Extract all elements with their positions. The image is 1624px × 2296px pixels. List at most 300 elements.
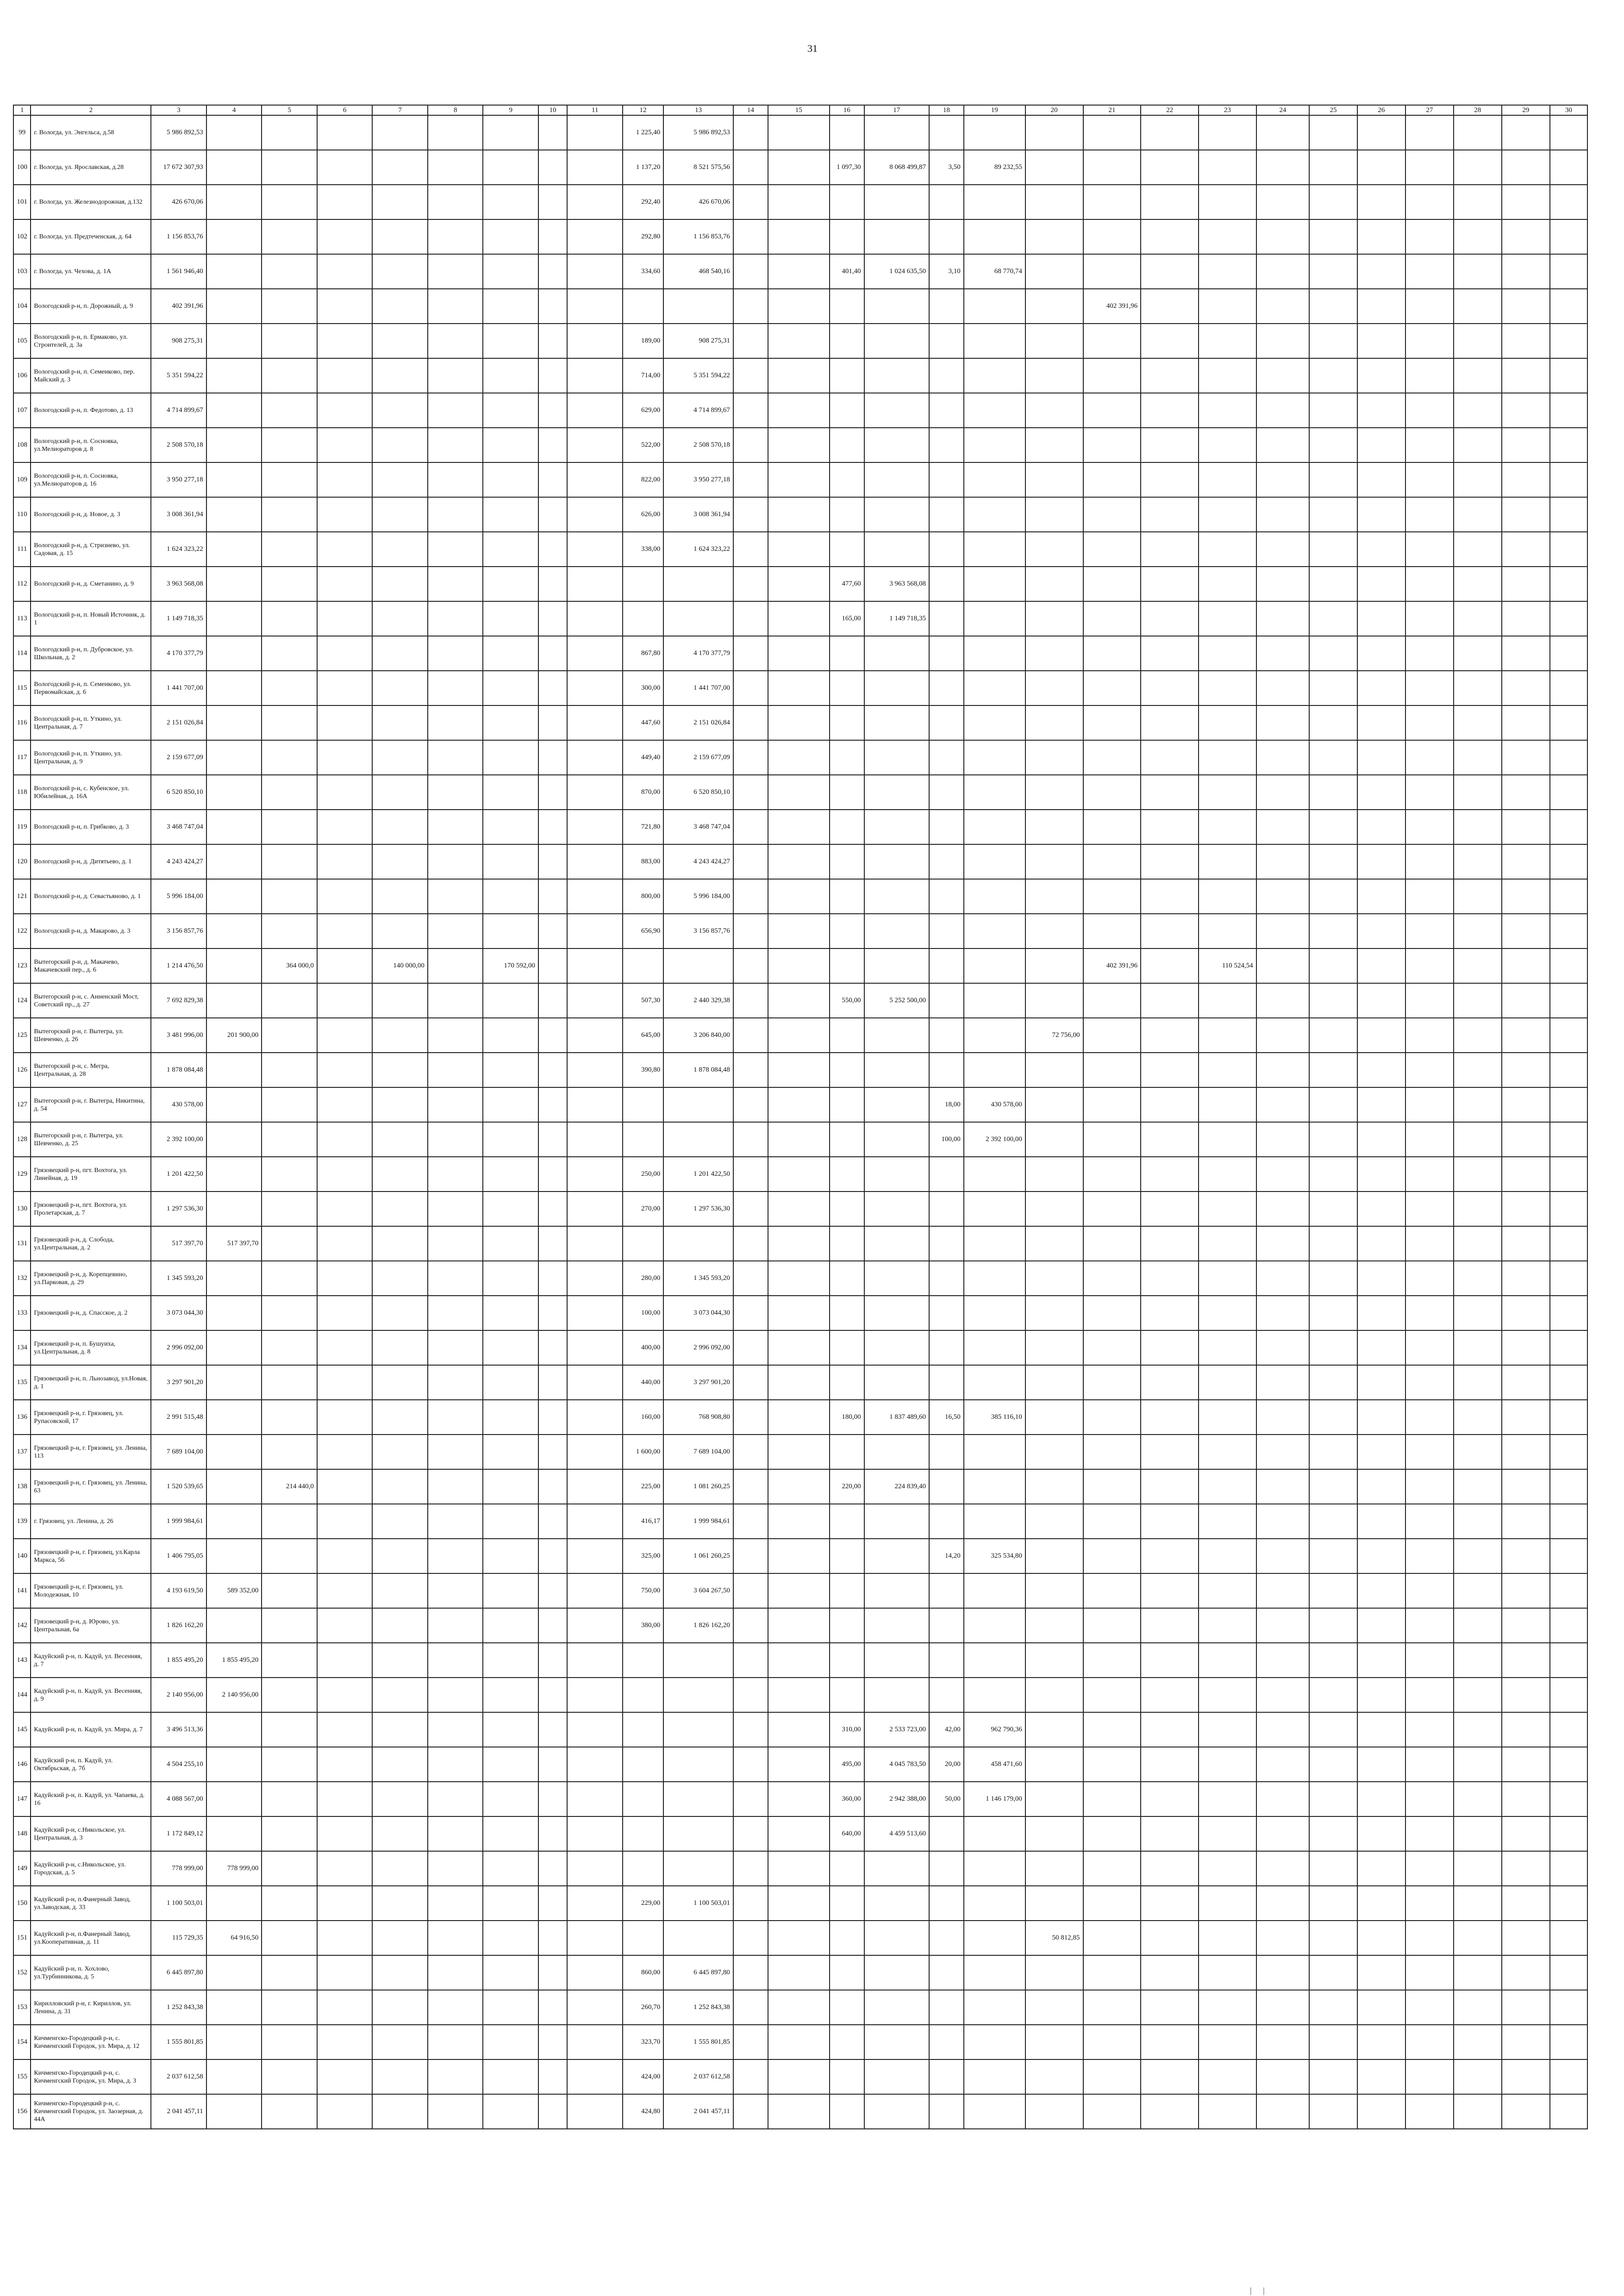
value-cell bbox=[964, 358, 1025, 393]
value-cell bbox=[864, 2059, 929, 2094]
value-cell bbox=[864, 1573, 929, 1608]
value-cell bbox=[1550, 705, 1587, 740]
value-cell bbox=[428, 393, 483, 428]
value-cell: 430 578,00 bbox=[151, 1087, 206, 1122]
value-cell bbox=[206, 1400, 262, 1435]
value-cell bbox=[1357, 879, 1405, 914]
value-cell bbox=[1025, 1226, 1083, 1261]
value-cell bbox=[1141, 115, 1199, 150]
value-cell bbox=[1025, 1643, 1083, 1678]
value-cell bbox=[1405, 115, 1454, 150]
value-cell bbox=[317, 1226, 373, 1261]
value-cell bbox=[428, 1365, 483, 1400]
value-cell bbox=[1199, 1435, 1256, 1469]
value-cell bbox=[1256, 914, 1309, 948]
value-cell: 750,00 bbox=[623, 1573, 663, 1608]
address-cell: г. Грязовец, ул. Ленина, д. 26 bbox=[31, 1504, 151, 1539]
value-cell bbox=[372, 115, 428, 150]
address-cell: г. Вологда, ул. Ярославская, д.28 bbox=[31, 150, 151, 185]
value-cell bbox=[317, 844, 373, 879]
value-cell bbox=[1502, 1018, 1550, 1053]
value-cell bbox=[483, 1643, 538, 1678]
value-cell bbox=[1309, 497, 1357, 532]
address-cell: Вологодский р-н, п. Уткино, ул. Центральная, д. 9 bbox=[31, 740, 151, 775]
value-cell bbox=[206, 115, 262, 150]
table-row bbox=[13, 2094, 1587, 2129]
value-cell bbox=[768, 1087, 830, 1122]
value-cell bbox=[1454, 219, 1502, 254]
value-cell bbox=[1025, 1608, 1083, 1643]
value-cell bbox=[317, 1157, 373, 1192]
value-cell bbox=[538, 2025, 567, 2059]
value-cell bbox=[964, 601, 1025, 636]
value-cell bbox=[1357, 1122, 1405, 1157]
value-cell bbox=[428, 1816, 483, 1851]
value-cell bbox=[372, 393, 428, 428]
value-cell bbox=[1502, 115, 1550, 150]
value-cell bbox=[1199, 1469, 1256, 1504]
value-cell bbox=[768, 740, 830, 775]
value-cell bbox=[1199, 219, 1256, 254]
value-cell bbox=[1025, 289, 1083, 324]
value-cell bbox=[964, 1469, 1025, 1504]
value-cell bbox=[317, 1504, 373, 1539]
value-cell bbox=[1141, 1192, 1199, 1226]
value-cell bbox=[1405, 532, 1454, 567]
value-cell bbox=[1256, 1435, 1309, 1469]
value-cell bbox=[317, 1678, 373, 1712]
value-cell bbox=[1256, 1851, 1309, 1886]
value-cell bbox=[864, 1539, 929, 1573]
value-cell: 3 481 996,00 bbox=[151, 1018, 206, 1053]
row-number-cell: 111 bbox=[13, 532, 31, 567]
value-cell bbox=[1454, 462, 1502, 497]
value-cell bbox=[567, 1053, 623, 1087]
address-cell: Вологодский р-н, п. Новый Источник, д. 1 bbox=[31, 601, 151, 636]
value-cell bbox=[483, 1747, 538, 1782]
value-cell bbox=[317, 1816, 373, 1851]
value-cell bbox=[317, 2094, 373, 2129]
value-cell bbox=[206, 185, 262, 219]
value-cell: 1 201 422,50 bbox=[151, 1157, 206, 1192]
value-cell bbox=[1309, 462, 1357, 497]
value-cell bbox=[483, 150, 538, 185]
value-cell bbox=[1083, 1955, 1141, 1990]
row-number-cell: 108 bbox=[13, 428, 31, 462]
column-header-22: 22 bbox=[1141, 105, 1199, 115]
value-cell bbox=[262, 1747, 317, 1782]
value-cell bbox=[964, 1226, 1025, 1261]
value-cell bbox=[1502, 324, 1550, 358]
value-cell bbox=[929, 636, 964, 671]
value-cell: 778 999,00 bbox=[151, 1851, 206, 1886]
value-cell bbox=[1357, 1678, 1405, 1712]
value-cell bbox=[1550, 810, 1587, 844]
value-cell: 3 950 277,18 bbox=[151, 462, 206, 497]
value-cell bbox=[567, 810, 623, 844]
value-cell: 2 159 677,09 bbox=[663, 740, 733, 775]
value-cell bbox=[1357, 462, 1405, 497]
value-cell bbox=[1256, 1921, 1309, 1955]
value-cell bbox=[1309, 879, 1357, 914]
value-cell bbox=[428, 1782, 483, 1816]
value-cell bbox=[428, 671, 483, 705]
value-cell bbox=[372, 671, 428, 705]
value-cell bbox=[1405, 671, 1454, 705]
value-cell bbox=[206, 462, 262, 497]
value-cell bbox=[1256, 948, 1309, 983]
value-cell bbox=[768, 2025, 830, 2059]
address-cell: Вологодский р-н, п. Ермаково, ул. Строителей, д. 3а bbox=[31, 324, 151, 358]
value-cell bbox=[1025, 462, 1083, 497]
value-cell bbox=[1454, 115, 1502, 150]
value-cell bbox=[830, 1886, 864, 1921]
value-cell bbox=[317, 1435, 373, 1469]
value-cell bbox=[206, 1053, 262, 1087]
value-cell bbox=[1083, 1782, 1141, 1816]
value-cell bbox=[663, 567, 733, 601]
value-cell bbox=[428, 2025, 483, 2059]
value-cell bbox=[1502, 1608, 1550, 1643]
value-cell bbox=[864, 740, 929, 775]
value-cell bbox=[1256, 775, 1309, 810]
value-cell bbox=[1141, 1226, 1199, 1261]
value-cell bbox=[733, 2059, 768, 2094]
value-cell bbox=[372, 150, 428, 185]
value-cell bbox=[1454, 1157, 1502, 1192]
value-cell bbox=[1454, 1955, 1502, 1990]
value-cell bbox=[1502, 983, 1550, 1018]
value-cell bbox=[206, 775, 262, 810]
address-cell: Вологодский р-н, д. Новое, д. 3 bbox=[31, 497, 151, 532]
value-cell bbox=[1309, 844, 1357, 879]
value-cell bbox=[428, 358, 483, 393]
value-cell: 3,10 bbox=[929, 254, 964, 289]
value-cell bbox=[1309, 1504, 1357, 1539]
value-cell bbox=[1357, 948, 1405, 983]
value-cell bbox=[1083, 1539, 1141, 1573]
value-cell bbox=[262, 775, 317, 810]
value-cell bbox=[1454, 601, 1502, 636]
row-number-cell: 156 bbox=[13, 2094, 31, 2129]
value-cell: 1 149 718,35 bbox=[864, 601, 929, 636]
value-cell bbox=[538, 497, 567, 532]
value-cell bbox=[483, 393, 538, 428]
column-header-9: 9 bbox=[483, 105, 538, 115]
value-cell bbox=[1357, 324, 1405, 358]
value-cell bbox=[428, 567, 483, 601]
value-cell bbox=[1454, 914, 1502, 948]
value-cell bbox=[929, 983, 964, 1018]
value-cell bbox=[262, 1053, 317, 1087]
value-cell bbox=[1502, 1296, 1550, 1330]
value-cell: 1 252 843,38 bbox=[151, 1990, 206, 2025]
value-cell bbox=[768, 1330, 830, 1365]
value-cell bbox=[1025, 1261, 1083, 1296]
value-cell bbox=[206, 1816, 262, 1851]
value-cell bbox=[1025, 1782, 1083, 1816]
value-cell bbox=[1199, 2025, 1256, 2059]
value-cell bbox=[733, 358, 768, 393]
row-number-cell: 110 bbox=[13, 497, 31, 532]
value-cell bbox=[623, 1921, 663, 1955]
value-cell bbox=[1199, 1747, 1256, 1782]
value-cell bbox=[964, 289, 1025, 324]
value-cell bbox=[1357, 1955, 1405, 1990]
address-cell: Грязовецкий р-н, г. Грязовец, ул. Ленина, 63 bbox=[31, 1469, 151, 1504]
value-cell bbox=[483, 1573, 538, 1608]
value-cell bbox=[1405, 428, 1454, 462]
value-cell bbox=[1309, 358, 1357, 393]
value-cell bbox=[1454, 1712, 1502, 1747]
value-cell: 2 996 092,00 bbox=[151, 1330, 206, 1365]
value-cell bbox=[262, 358, 317, 393]
value-cell bbox=[1199, 1712, 1256, 1747]
value-cell: 656,90 bbox=[623, 914, 663, 948]
value-cell bbox=[929, 705, 964, 740]
value-cell bbox=[428, 948, 483, 983]
value-cell bbox=[1550, 914, 1587, 948]
value-cell bbox=[483, 1226, 538, 1261]
value-cell bbox=[1502, 844, 1550, 879]
value-cell bbox=[483, 1851, 538, 1886]
value-cell bbox=[1550, 393, 1587, 428]
value-cell: 2 392 100,00 bbox=[151, 1122, 206, 1157]
value-cell bbox=[372, 1018, 428, 1053]
value-cell: 1 297 536,30 bbox=[663, 1192, 733, 1226]
value-cell bbox=[1083, 567, 1141, 601]
value-cell bbox=[1025, 1712, 1083, 1747]
value-cell bbox=[768, 185, 830, 219]
value-cell bbox=[1199, 1573, 1256, 1608]
value-cell bbox=[1256, 2025, 1309, 2059]
value-cell bbox=[1083, 1226, 1141, 1261]
value-cell bbox=[1405, 1435, 1454, 1469]
column-number-row bbox=[13, 105, 1587, 115]
value-cell bbox=[1405, 497, 1454, 532]
value-cell bbox=[964, 1296, 1025, 1330]
table-row bbox=[13, 636, 1587, 671]
value-cell bbox=[1454, 1539, 1502, 1573]
column-header-20: 20 bbox=[1025, 105, 1083, 115]
value-cell: 42,00 bbox=[929, 1712, 964, 1747]
value-cell: 2 140 956,00 bbox=[151, 1678, 206, 1712]
value-cell bbox=[317, 1886, 373, 1921]
address-cell: Грязовецкий р-н, д. Слобода, ул.Центральная, д. 2 bbox=[31, 1226, 151, 1261]
value-cell bbox=[1405, 1678, 1454, 1712]
value-cell bbox=[964, 1608, 1025, 1643]
value-cell bbox=[428, 1921, 483, 1955]
value-cell bbox=[1550, 1226, 1587, 1261]
row-number-cell: 116 bbox=[13, 705, 31, 740]
value-cell: 860,00 bbox=[623, 1955, 663, 1990]
value-cell bbox=[206, 1122, 262, 1157]
value-cell bbox=[1550, 1886, 1587, 1921]
value-cell bbox=[1454, 1018, 1502, 1053]
value-cell bbox=[483, 567, 538, 601]
value-cell bbox=[262, 1886, 317, 1921]
value-cell bbox=[483, 358, 538, 393]
value-cell bbox=[428, 115, 483, 150]
column-header-27: 27 bbox=[1405, 105, 1454, 115]
value-cell bbox=[1199, 705, 1256, 740]
value-cell: 1 855 495,20 bbox=[151, 1643, 206, 1678]
value-cell bbox=[1550, 1330, 1587, 1365]
value-cell bbox=[1256, 289, 1309, 324]
table-row bbox=[13, 879, 1587, 914]
value-cell bbox=[1199, 428, 1256, 462]
value-cell bbox=[864, 1122, 929, 1157]
value-cell bbox=[538, 1643, 567, 1678]
value-cell bbox=[1141, 1747, 1199, 1782]
value-cell bbox=[372, 1504, 428, 1539]
row-number-cell: 135 bbox=[13, 1365, 31, 1400]
value-cell bbox=[733, 1955, 768, 1990]
address-cell: Вологодский р-н, д. Стризнево, ул. Садовая, д. 15 bbox=[31, 532, 151, 567]
value-cell bbox=[1454, 636, 1502, 671]
table-row bbox=[13, 914, 1587, 948]
value-cell: 115 729,35 bbox=[151, 1921, 206, 1955]
value-cell: 626,00 bbox=[623, 497, 663, 532]
value-cell bbox=[1405, 1157, 1454, 1192]
row-number-cell: 117 bbox=[13, 740, 31, 775]
value-cell bbox=[1141, 532, 1199, 567]
value-cell bbox=[428, 705, 483, 740]
value-cell bbox=[623, 1643, 663, 1678]
value-cell bbox=[1256, 2059, 1309, 2094]
value-cell bbox=[1309, 914, 1357, 948]
row-number-cell: 104 bbox=[13, 289, 31, 324]
value-cell bbox=[1141, 358, 1199, 393]
value-cell bbox=[1309, 219, 1357, 254]
value-cell bbox=[1199, 567, 1256, 601]
value-cell bbox=[864, 844, 929, 879]
value-cell bbox=[567, 1226, 623, 1261]
value-cell bbox=[1083, 1643, 1141, 1678]
value-cell bbox=[317, 1122, 373, 1157]
value-cell bbox=[1083, 1261, 1141, 1296]
value-cell bbox=[317, 1921, 373, 1955]
value-cell bbox=[864, 532, 929, 567]
value-cell bbox=[1454, 1886, 1502, 1921]
value-cell bbox=[1357, 1851, 1405, 1886]
value-cell bbox=[1405, 844, 1454, 879]
value-cell bbox=[567, 462, 623, 497]
value-cell: 1 878 084,48 bbox=[151, 1053, 206, 1087]
value-cell bbox=[538, 289, 567, 324]
value-cell bbox=[1550, 1816, 1587, 1851]
value-cell: 224 839,40 bbox=[864, 1469, 929, 1504]
value-cell bbox=[1309, 1990, 1357, 2025]
value-cell bbox=[538, 1296, 567, 1330]
table-row bbox=[13, 324, 1587, 358]
value-cell bbox=[317, 1712, 373, 1747]
value-cell bbox=[372, 1816, 428, 1851]
value-cell bbox=[1199, 1018, 1256, 1053]
table-row bbox=[13, 2025, 1587, 2059]
value-cell bbox=[1199, 775, 1256, 810]
value-cell: 2 151 026,84 bbox=[663, 705, 733, 740]
value-cell bbox=[1405, 462, 1454, 497]
value-cell bbox=[1256, 1018, 1309, 1053]
value-cell bbox=[964, 879, 1025, 914]
value-cell bbox=[733, 428, 768, 462]
value-cell bbox=[1199, 879, 1256, 914]
value-cell bbox=[1309, 185, 1357, 219]
value-cell bbox=[1199, 1816, 1256, 1851]
row-number-cell: 122 bbox=[13, 914, 31, 948]
value-cell: 72 756,00 bbox=[1025, 1018, 1083, 1053]
value-cell bbox=[864, 914, 929, 948]
value-cell bbox=[206, 1435, 262, 1469]
value-cell bbox=[964, 497, 1025, 532]
value-cell bbox=[1141, 428, 1199, 462]
value-cell bbox=[1550, 1573, 1587, 1608]
value-cell bbox=[538, 150, 567, 185]
value-cell bbox=[864, 1226, 929, 1261]
value-cell bbox=[1550, 358, 1587, 393]
value-cell bbox=[1502, 1539, 1550, 1573]
row-number-cell: 140 bbox=[13, 1539, 31, 1573]
value-cell bbox=[830, 1087, 864, 1122]
row-number-cell: 127 bbox=[13, 1087, 31, 1122]
value-cell bbox=[1256, 1678, 1309, 1712]
value-cell bbox=[1454, 1747, 1502, 1782]
value-cell bbox=[1083, 1608, 1141, 1643]
value-cell bbox=[1025, 1365, 1083, 1400]
value-cell bbox=[1025, 1192, 1083, 1226]
value-cell bbox=[1405, 1192, 1454, 1226]
value-cell bbox=[1502, 810, 1550, 844]
value-cell bbox=[483, 1018, 538, 1053]
value-cell bbox=[929, 1469, 964, 1504]
value-cell bbox=[830, 2059, 864, 2094]
value-cell bbox=[428, 1643, 483, 1678]
value-cell bbox=[733, 1400, 768, 1435]
value-cell: 721,80 bbox=[623, 810, 663, 844]
value-cell bbox=[1502, 567, 1550, 601]
value-cell bbox=[1550, 636, 1587, 671]
value-cell bbox=[483, 1157, 538, 1192]
value-cell bbox=[1256, 1053, 1309, 1087]
value-cell bbox=[964, 983, 1025, 1018]
value-cell: 220,00 bbox=[830, 1469, 864, 1504]
value-cell bbox=[372, 1921, 428, 1955]
value-cell: 1 100 503,01 bbox=[151, 1886, 206, 1921]
value-cell bbox=[1025, 879, 1083, 914]
value-cell bbox=[483, 844, 538, 879]
value-cell bbox=[1309, 254, 1357, 289]
value-cell bbox=[929, 1157, 964, 1192]
value-cell: 3 604 267,50 bbox=[663, 1573, 733, 1608]
value-cell bbox=[428, 1504, 483, 1539]
value-cell bbox=[372, 1330, 428, 1365]
value-cell bbox=[567, 1573, 623, 1608]
value-cell bbox=[1405, 1990, 1454, 2025]
value-cell bbox=[733, 879, 768, 914]
value-cell bbox=[1199, 462, 1256, 497]
row-number-cell: 147 bbox=[13, 1782, 31, 1816]
value-cell bbox=[428, 2094, 483, 2129]
value-cell bbox=[1083, 1400, 1141, 1435]
value-cell bbox=[1502, 2059, 1550, 2094]
value-cell bbox=[1405, 1816, 1454, 1851]
table-row bbox=[13, 393, 1587, 428]
value-cell bbox=[317, 601, 373, 636]
value-cell bbox=[864, 775, 929, 810]
value-cell bbox=[1199, 497, 1256, 532]
value-cell: 280,00 bbox=[623, 1261, 663, 1296]
